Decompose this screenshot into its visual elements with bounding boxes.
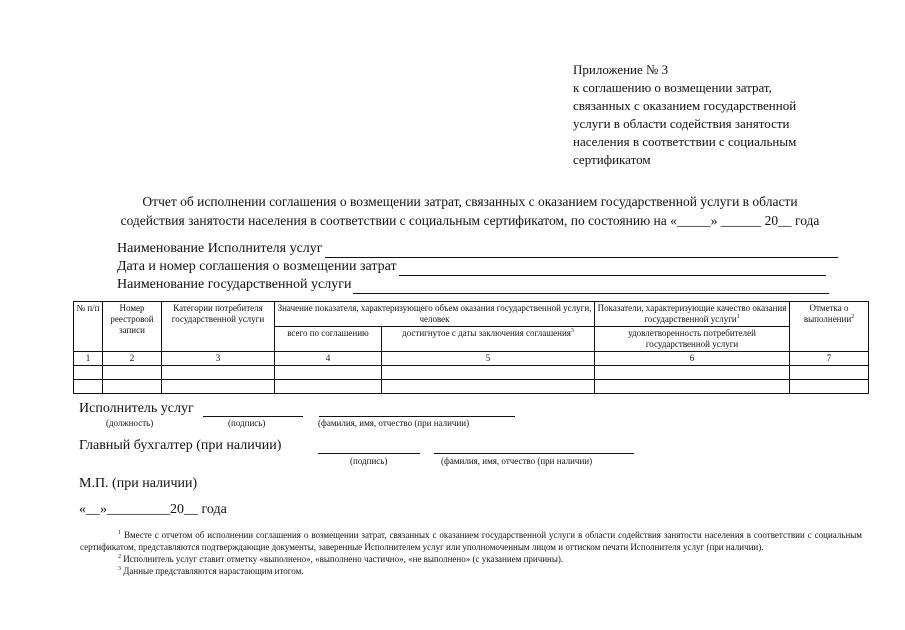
appendix-line: связанных с оказанием государственной [573, 98, 797, 113]
col-number: 6 [595, 352, 790, 366]
agreement-field [117, 258, 826, 276]
accountant-signature-label: Главный бухгалтер (при наличии) [79, 438, 282, 453]
header-quality: Показатели, характеризующие качество оказания государственной услуги$^1$ [595, 302, 790, 327]
appendix-header [573, 61, 873, 169]
footnote-1: $^1$ Вместе с отчетом об исполнении соглашения о возмещении затрат, связанных с оказанием государственной услуги в области содействия занятости населения в соответствии с социальным сертификатом, представляются подтверждающие документы, заверенные Исполнителем услуг или уполномоченным лицом и оттиском печати Исполнителя услуг (при наличии). [80, 530, 862, 552]
col-number: 2 [103, 352, 162, 366]
executor-name-line[interactable] [325, 243, 838, 258]
table-cell[interactable] [74, 366, 103, 380]
table-row[interactable] [74, 366, 869, 380]
service-name-field [117, 276, 829, 294]
table-cell[interactable] [103, 366, 162, 380]
table-cell[interactable] [74, 380, 103, 394]
header-category: Категории потребителя государственной услуги [162, 302, 275, 352]
appendix-line: к соглашению о возмещении затрат, [573, 80, 772, 95]
header-volume: Значение показателя, характеризующего объем оказания государственной услуги, человек [275, 302, 595, 327]
table-cell[interactable] [790, 366, 869, 380]
col-number: 1 [74, 352, 103, 366]
report-title-line1: Отчет об исполнении соглашения о возмещении затрат, связанных с оказанием государственной услуги в области [142, 194, 798, 209]
accountant-signature-line[interactable] [318, 453, 420, 454]
col-number: 4 [275, 352, 382, 366]
header-volume-achieved: достигнутое с даты заключения соглашения$^3$ [382, 327, 595, 352]
accountant-fullname-line[interactable] [434, 453, 634, 454]
header-mark: Отметка о выполнении$^2$ [790, 302, 869, 352]
service-name-line[interactable] [353, 279, 829, 294]
col-number: 7 [790, 352, 869, 366]
report-title [60, 192, 880, 230]
column-number-row [74, 352, 869, 366]
executor-fullname-line[interactable] [319, 416, 515, 417]
position-caption: (должность) [106, 418, 154, 428]
agreement-line[interactable] [399, 261, 826, 276]
footnote-2: $^2$ Исполнитель услуг ставит отметку «выполнено», «выполнено частично», «не выполнено» (с указанием причины). [118, 554, 564, 564]
date-line[interactable]: «__»_________20__ года [79, 502, 227, 517]
footnote-3: $^3$ Данные представляются нарастающим итогом. [118, 566, 304, 576]
appendix-line: населения в соответствии с социальным [573, 134, 797, 149]
table-cell[interactable] [162, 380, 275, 394]
appendix-line: услуги в области содействия занятости [573, 116, 790, 131]
header-quality-sub: удовлетворенность потребителей государственной услуги [595, 327, 790, 352]
table-cell[interactable] [103, 380, 162, 394]
executor-position-line[interactable] [203, 416, 303, 417]
appendix-line: сертификатом [573, 152, 651, 167]
header-volume-total: всего по соглашению [275, 327, 382, 352]
agreement-label: Дата и номер соглашения о возмещении затрат [117, 259, 397, 274]
report-title-line2: содействия занятости населения в соответствии с социальным сертификатом, по состоянию на «_____» ______ 20__ года [120, 213, 820, 228]
executor-name-label: Наименование Исполнителя услуг [117, 241, 323, 256]
col-number: 5 [382, 352, 595, 366]
executor-name-field [117, 240, 838, 258]
appendix-line: Приложение № 3 [573, 62, 669, 77]
col-number: 3 [162, 352, 275, 366]
table-cell[interactable] [382, 366, 595, 380]
table-cell[interactable] [275, 366, 382, 380]
stamp-label: М.П. (при наличии) [79, 476, 198, 491]
report-table [73, 301, 869, 394]
header-num: № п/п [74, 302, 103, 352]
header-registry: Номер реестровой записи [103, 302, 162, 352]
table-cell[interactable] [595, 380, 790, 394]
table-row[interactable] [74, 380, 869, 394]
table-header-row [74, 302, 869, 327]
table-cell[interactable] [790, 380, 869, 394]
table-cell[interactable] [595, 366, 790, 380]
table-cell[interactable] [162, 366, 275, 380]
table-cell[interactable] [382, 380, 595, 394]
accountant-fullname-caption: (фамилия, имя, отчество (при наличии) [441, 456, 593, 466]
executor-signature-label: Исполнитель услуг [79, 401, 194, 416]
accountant-signature-caption: (подпись) [350, 456, 388, 466]
fullname-caption: (фамилия, имя, отчество (при наличии) [318, 418, 470, 428]
table-cell[interactable] [275, 380, 382, 394]
signature-caption: (подпись) [228, 418, 266, 428]
service-name-label: Наименование государственной услуги [117, 277, 352, 292]
footnotes [80, 529, 862, 577]
